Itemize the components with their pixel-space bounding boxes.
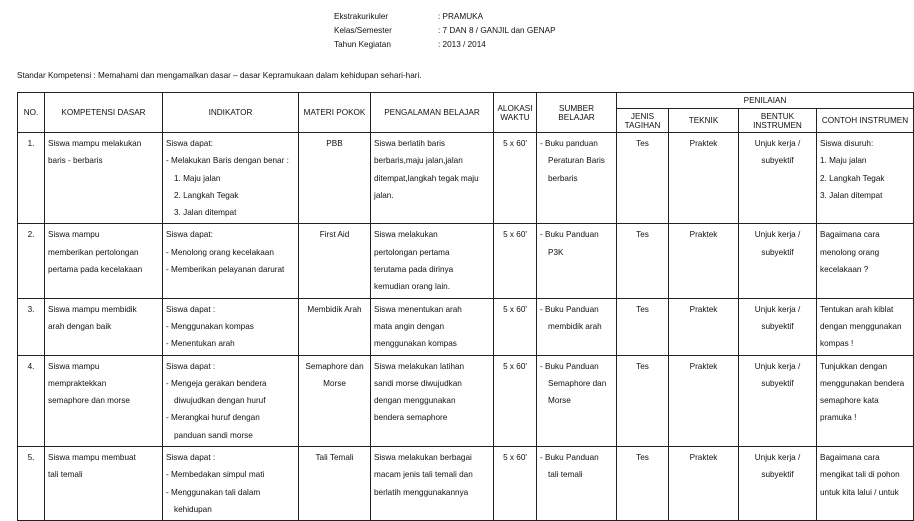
cell-line: kehidupan — [174, 504, 212, 514]
cell-line: terutama pada dirinya — [374, 265, 454, 275]
cell-line: - Menggunakan kompas — [166, 321, 254, 331]
cell-line: macam jenis tali temali dan — [374, 470, 473, 480]
table-row — [18, 447, 914, 521]
col-header-kompetensi: KOMPETENSI DASAR — [45, 93, 163, 133]
cell-jenis — [617, 447, 669, 521]
cell-line: mengikat tali di pohon — [820, 470, 900, 480]
cell-teknik — [669, 355, 739, 446]
col-header-pengalaman: PENGALAMAN BELAJAR — [371, 93, 494, 133]
cell-kompetensi — [45, 133, 163, 224]
col-header-contoh: CONTOH INSTRUMEN — [817, 109, 914, 133]
cell-line: 5. — [27, 453, 35, 463]
cell-line: Siswa disuruh: — [820, 139, 874, 148]
document-header — [334, 10, 556, 52]
cell-line: Praktek — [689, 139, 718, 148]
cell-teknik — [669, 133, 739, 224]
cell-line: Tunjukkan dengan — [820, 361, 888, 371]
cell-line: 1. Maju jalan — [820, 156, 867, 166]
cell-line: Morse — [323, 378, 346, 388]
cell-line: Tentukan arah kiblat — [820, 304, 894, 314]
col-header-jenis: JENIS TAGIHAN — [617, 109, 669, 133]
cell-line: 3. — [27, 304, 35, 314]
cell-line: kemudian orang lain. — [374, 282, 451, 292]
cell-line: PBB — [326, 139, 343, 148]
cell-line: tali temali — [548, 470, 583, 480]
cell-line: Siswa mampu — [48, 230, 100, 240]
table-row — [18, 298, 914, 355]
cell-sumber — [537, 133, 617, 224]
cell-line: untuk kita lalui / untuk — [820, 487, 899, 497]
cell-kompetensi — [45, 224, 163, 298]
cell-teknik — [669, 447, 739, 521]
cell-kompetensi — [45, 298, 163, 355]
cell-line: mempraktekkan — [48, 378, 107, 388]
cell-line: Bagaimana cara — [820, 453, 880, 463]
cell-line: semaphore kata — [820, 396, 879, 406]
cell-contoh — [817, 224, 914, 298]
cell-indikator — [163, 447, 299, 521]
cell-jenis — [617, 133, 669, 224]
cell-line: - Menentukan arah — [166, 339, 235, 349]
table-body — [18, 133, 914, 521]
cell-line: kecelakaan ? — [820, 265, 869, 275]
cell-line: - Mengeja gerakan bendera — [166, 378, 267, 388]
cell-materi — [299, 133, 371, 224]
col-header-penilaian: PENILAIAN — [617, 93, 914, 109]
col-header-bentuk: BENTUK INSTRUMEN — [739, 109, 817, 133]
cell-pengalaman — [371, 298, 494, 355]
cell-line: Peraturan Baris — [548, 156, 605, 166]
cell-line: arah dengan baik — [48, 321, 112, 331]
cell-line: 4. — [27, 361, 35, 371]
cell-line: jalan. — [374, 190, 394, 200]
header-row-kelas — [334, 24, 556, 38]
cell-line: kompas ! — [820, 339, 854, 349]
cell-line: Siswa dapat : — [166, 453, 216, 463]
cell-pengalaman — [371, 447, 494, 521]
cell-indikator — [163, 133, 299, 224]
cell-line: Siswa melakukan berbagai — [374, 453, 472, 463]
silabus-table — [17, 92, 914, 521]
cell-line: 2. Langkah Tegak — [174, 190, 239, 200]
cell-materi — [299, 447, 371, 521]
cell-jenis — [617, 224, 669, 298]
col-header-no: NO. — [18, 93, 45, 133]
cell-alokasi — [494, 298, 537, 355]
cell-line: - Buku panduan — [540, 139, 598, 148]
cell-contoh — [817, 133, 914, 224]
table-row — [18, 224, 914, 298]
cell-bentuk — [739, 447, 817, 521]
cell-line: - Buku Panduan — [540, 304, 599, 314]
cell-line: Siswa dapat: — [166, 230, 213, 240]
col-header-materi: MATERI POKOK — [299, 93, 371, 133]
cell-line: subyektif — [761, 247, 794, 257]
cell-kompetensi — [45, 447, 163, 521]
cell-line: 5 x 60' — [503, 453, 527, 463]
col-header-indikator: INDIKATOR — [163, 93, 299, 133]
header-label: Kelas/Semester — [334, 26, 392, 35]
cell-line: dengan menggunakan — [820, 321, 902, 331]
cell-line: Tes — [636, 361, 649, 371]
cell-line: - Menggunakan tali dalam — [166, 487, 261, 497]
cell-line: menggunakan kompas — [374, 339, 457, 349]
cell-line: Siswa mampu membidik — [48, 304, 137, 314]
cell-line: Unjuk kerja / — [754, 361, 801, 371]
cell-line: subyektif — [761, 321, 794, 331]
cell-teknik — [669, 224, 739, 298]
cell-no — [18, 133, 45, 224]
cell-line: Tes — [636, 139, 649, 148]
cell-line: Siswa menentukan arah — [374, 304, 462, 314]
cell-pengalaman — [371, 355, 494, 446]
cell-bentuk — [739, 224, 817, 298]
cell-line: 5 x 60' — [503, 230, 527, 240]
cell-sumber — [537, 224, 617, 298]
cell-contoh — [817, 355, 914, 446]
cell-line: pertolongan pertama — [374, 247, 450, 257]
standar-kompetensi: Standar Kompetensi : Memahami dan mengamalkan dasar – dasar Kepramukaan dalam kehidupan sehari-hari. — [17, 71, 422, 80]
cell-line: Bagaimana cara — [820, 230, 880, 240]
cell-no — [18, 447, 45, 521]
cell-line: menggunakan bendera — [820, 378, 905, 388]
cell-line: Unjuk kerja / — [754, 139, 801, 148]
cell-materi — [299, 355, 371, 446]
cell-line: menolong orang — [820, 247, 880, 257]
cell-line: berlatih menggunakannya — [374, 487, 469, 497]
cell-line: 2. — [27, 230, 35, 240]
cell-line: berbaris,maju jalan,jalan — [374, 156, 463, 166]
cell-line: berbaris — [548, 173, 578, 183]
cell-line: Morse — [548, 396, 571, 406]
cell-no — [18, 355, 45, 446]
cell-line: - Merangkai huruf dengan — [166, 413, 260, 423]
cell-materi — [299, 298, 371, 355]
cell-materi — [299, 224, 371, 298]
cell-line: subyektif — [761, 470, 794, 480]
cell-sumber — [537, 298, 617, 355]
cell-line: Semaphore dan — [305, 361, 364, 371]
cell-line: Unjuk kerja / — [754, 453, 801, 463]
cell-line: diwujudkan dengan huruf — [174, 396, 266, 406]
cell-line: memberikan pertolongan — [48, 247, 139, 257]
cell-bentuk — [739, 133, 817, 224]
cell-pengalaman — [371, 133, 494, 224]
cell-indikator — [163, 355, 299, 446]
cell-line: Tes — [636, 230, 649, 240]
cell-alokasi — [494, 224, 537, 298]
cell-line: 1. — [27, 139, 35, 148]
cell-line: Siswa melakukan — [374, 230, 438, 240]
cell-line: - Melakukan Baris dengan benar : — [166, 156, 289, 166]
cell-pengalaman — [371, 224, 494, 298]
cell-line: 5 x 60' — [503, 361, 527, 371]
cell-line: Tes — [636, 304, 649, 314]
cell-line: Unjuk kerja / — [754, 304, 801, 314]
cell-line: ditempat,langkah tegak maju — [374, 173, 479, 183]
cell-line: Siswa mampu — [48, 361, 100, 371]
cell-line: dengan menggunakan — [374, 396, 456, 406]
header-row-tahun — [334, 38, 556, 52]
cell-line: subyektif — [761, 156, 794, 166]
cell-line: Tali Temali — [315, 453, 354, 463]
table-row — [18, 133, 914, 224]
cell-line: - Buku Panduan — [540, 453, 599, 463]
cell-line: Praktek — [689, 230, 718, 240]
cell-line: Tes — [636, 453, 649, 463]
cell-line: Siswa melakukan latihan — [374, 361, 465, 371]
cell-line: bendera semaphore — [374, 413, 448, 423]
cell-alokasi — [494, 447, 537, 521]
cell-line: - Menolong orang kecelakaan — [166, 247, 274, 257]
cell-line: 5 x 60' — [503, 139, 527, 148]
table-row — [18, 355, 914, 446]
cell-no — [18, 224, 45, 298]
header-row-ekstrakurikuler — [334, 10, 556, 24]
cell-line: pramuka ! — [820, 413, 857, 423]
cell-line: Praktek — [689, 453, 718, 463]
cell-line: - Membedakan simpul mati — [166, 470, 265, 480]
cell-line: - Memberikan pelayanan darurat — [166, 265, 285, 275]
cell-line: Siswa mampu membuat — [48, 453, 136, 463]
cell-jenis — [617, 298, 669, 355]
col-header-alokasi: ALOKASI WAKTU — [494, 93, 537, 133]
cell-line: membidik arah — [548, 321, 602, 331]
cell-kompetensi — [45, 355, 163, 446]
cell-line: Siswa mampu melakukan — [48, 139, 142, 148]
col-header-sumber: SUMBER BELAJAR — [537, 93, 617, 133]
cell-line: tali temali — [48, 470, 83, 480]
cell-sumber — [537, 447, 617, 521]
cell-line: panduan sandi morse — [174, 430, 253, 440]
cell-line: Siswa dapat : — [166, 304, 216, 314]
cell-line: mata angin dengan — [374, 321, 445, 331]
cell-line: sandi morse diwujudkan — [374, 378, 462, 388]
cell-line: 2. Langkah Tegak — [820, 173, 885, 183]
cell-line: First Aid — [319, 230, 350, 240]
cell-line: 3. Jalan ditempat — [174, 208, 237, 218]
cell-line: Praktek — [689, 304, 718, 314]
cell-contoh — [817, 298, 914, 355]
cell-contoh — [817, 447, 914, 521]
cell-line: P3K — [548, 247, 564, 257]
header-label: Tahun Kegiatan — [334, 40, 391, 49]
cell-bentuk — [739, 355, 817, 446]
cell-indikator — [163, 224, 299, 298]
cell-line: Siswa berlatih baris — [374, 139, 445, 148]
cell-line: pertama pada kecelakaan — [48, 265, 143, 275]
cell-line: 3. Jalan ditempat — [820, 190, 883, 200]
cell-line: - Buku Panduan — [540, 230, 599, 240]
cell-line: baris - berbaris — [48, 156, 103, 166]
cell-line: 5 x 60' — [503, 304, 527, 314]
cell-jenis — [617, 355, 669, 446]
cell-line: Siswa dapat : — [166, 361, 216, 371]
cell-line: Siswa dapat: — [166, 139, 213, 148]
header-label: Ekstrakurikuler — [334, 12, 389, 21]
cell-line: Unjuk kerja / — [754, 230, 801, 240]
header-value: : 2013 / 2014 — [438, 40, 486, 49]
header-value: : 7 DAN 8 / GANJIL dan GENAP — [438, 26, 556, 35]
cell-line: subyektif — [761, 378, 794, 388]
col-header-teknik: TEKNIK — [669, 109, 739, 133]
header-value: : PRAMUKA — [438, 12, 484, 21]
cell-line: - Buku Panduan — [540, 361, 599, 371]
cell-sumber — [537, 355, 617, 446]
cell-no — [18, 298, 45, 355]
cell-line: Semaphore dan — [548, 378, 607, 388]
cell-line: Praktek — [689, 361, 718, 371]
cell-alokasi — [494, 355, 537, 446]
cell-indikator — [163, 298, 299, 355]
cell-alokasi — [494, 133, 537, 224]
cell-line: 1. Maju jalan — [174, 173, 221, 183]
cell-line: Membidik Arah — [307, 304, 362, 314]
cell-teknik — [669, 298, 739, 355]
cell-line: semaphore dan morse — [48, 396, 130, 406]
cell-bentuk — [739, 298, 817, 355]
